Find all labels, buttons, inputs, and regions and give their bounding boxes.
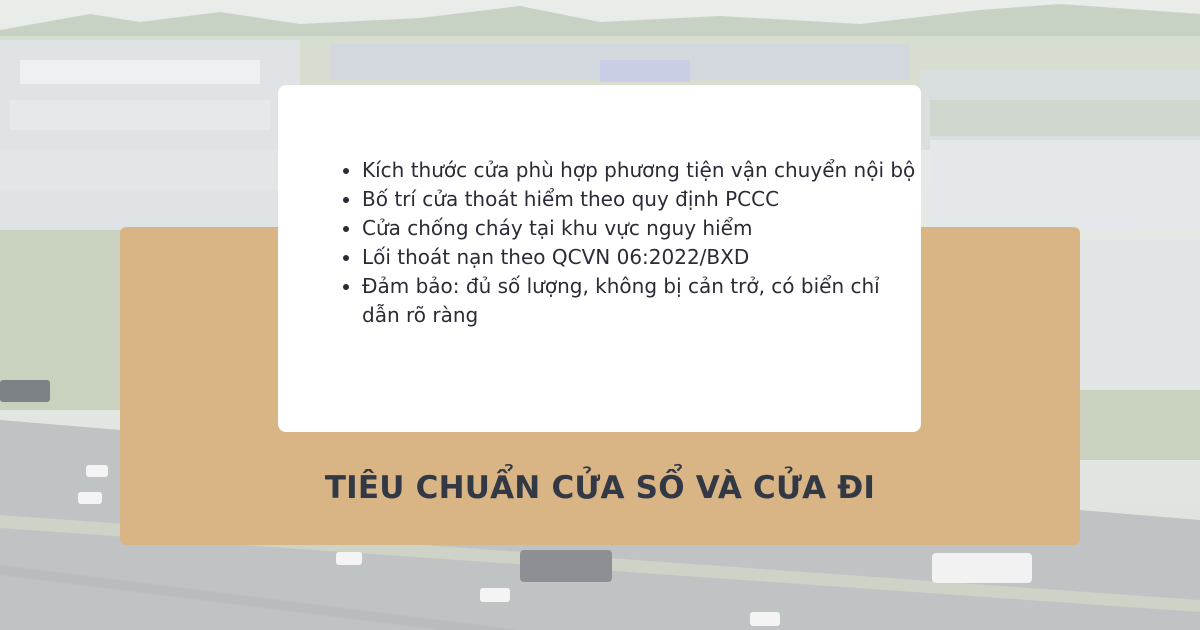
page-title: TIÊU CHUẨN CỬA SỔ VÀ CỬA ĐI — [324, 470, 876, 506]
list-item: • Đảm bảo: đủ số lượng, không bị cản trở, có biển chỉ dẫn rõ ràng — [362, 272, 922, 330]
list-item: • Bố trí cửa thoát hiểm theo quy định PCCC — [362, 185, 922, 214]
list-item: • Lối thoát nạn theo QCVN 06:2022/BXD — [362, 243, 922, 272]
list-item: • Kích thước cửa phù hợp phương tiện vận chuyển nội bộ — [362, 156, 922, 185]
requirements-list — [334, 156, 922, 330]
list-item: • Cửa chống cháy tại khu vực nguy hiểm — [362, 214, 922, 243]
